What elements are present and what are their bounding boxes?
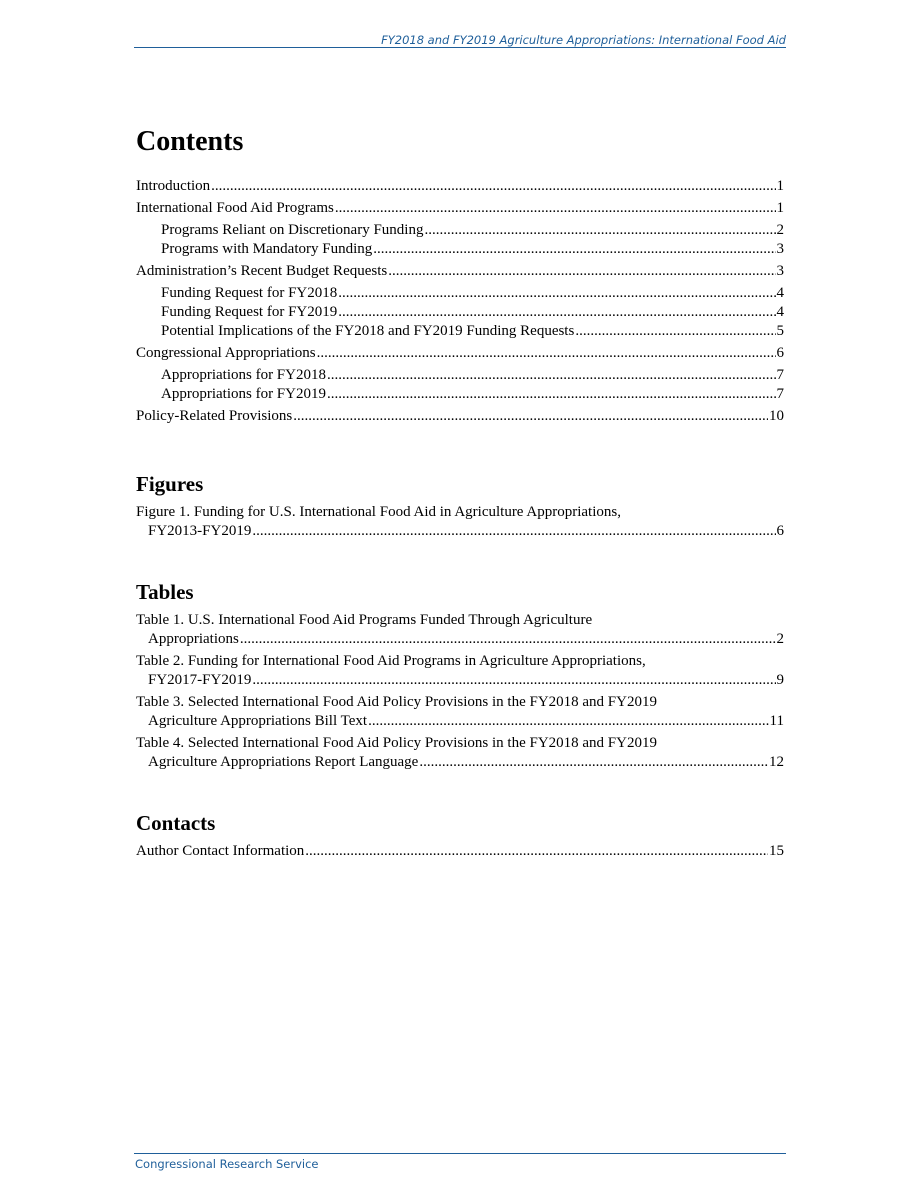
toc-page-number: 2	[776, 631, 784, 647]
entry-title-line: Table 2. Funding for International Food Aid Programs in Agriculture Appropriations,	[136, 653, 646, 669]
toc-entry-label: Programs with Mandatory Funding	[161, 241, 373, 257]
toc-entry-table-1[interactable]	[136, 611, 784, 649]
toc-page-number: 2	[776, 222, 784, 238]
toc-page-number: 4	[776, 285, 784, 301]
dot-leader	[419, 753, 768, 772]
figures-heading: Figures	[136, 472, 204, 496]
figures-list	[136, 503, 784, 541]
toc-entry-appropriations-fy2019[interactable]	[136, 385, 784, 404]
toc-entry-label: Administration’s Recent Budget Requests	[136, 263, 388, 279]
toc-entry-label: Funding Request for FY2018	[161, 285, 338, 301]
toc-page-number: 7	[776, 367, 784, 383]
toc-entry-label: Appropriations for FY2018	[161, 367, 326, 383]
entry-title-line: Table 4. Selected International Food Aid Policy Provisions in the FY2018 and FY2019	[136, 735, 657, 751]
dot-leader	[368, 712, 768, 731]
toc-entry-request-fy2018[interactable]	[136, 284, 784, 303]
contacts-heading: Contacts	[136, 811, 216, 835]
dot-leader	[575, 322, 775, 341]
toc-page-number: 5	[776, 323, 784, 339]
toc-entry-mandatory-funding[interactable]	[136, 240, 784, 259]
dot-leader	[293, 407, 768, 426]
toc-entry-discretionary-funding[interactable]	[136, 221, 784, 240]
toc-entry-international-food-aid-programs[interactable]	[136, 199, 784, 218]
dot-leader	[317, 344, 776, 363]
toc-entry-introduction[interactable]	[136, 177, 784, 196]
toc-page-number: 4	[776, 304, 784, 320]
toc-entry-figure-1[interactable]	[136, 503, 784, 541]
toc-entry-budget-requests[interactable]	[136, 262, 784, 281]
toc-page-number: 6	[776, 523, 784, 539]
toc-entry-policy-related-provisions[interactable]	[136, 407, 784, 426]
toc-entry-appropriations-fy2018[interactable]	[136, 366, 784, 385]
toc-entry-congressional-appropriations[interactable]	[136, 344, 784, 363]
toc-page-number: 12	[769, 754, 784, 770]
toc-entry-author-contact[interactable]	[136, 842, 784, 861]
toc-page-number: 6	[776, 345, 784, 361]
dot-leader	[252, 522, 775, 541]
toc-entry-label: Appropriations for FY2019	[161, 386, 326, 402]
toc-entry-label: Introduction	[136, 178, 211, 194]
dot-leader	[335, 199, 776, 218]
toc-entry-table-3[interactable]	[136, 693, 784, 731]
contacts-list	[136, 842, 784, 861]
toc-entry-potential-implications[interactable]	[136, 322, 784, 341]
entry-title-continuation: Appropriations	[148, 631, 239, 647]
toc-page-number: 11	[769, 713, 784, 729]
running-header	[134, 32, 786, 48]
toc-entry-table-4[interactable]	[136, 734, 784, 772]
toc-entry-label: Funding Request for FY2019	[161, 304, 338, 320]
entry-title-continuation: FY2013-FY2019	[148, 523, 252, 539]
toc-page-number: 1	[776, 200, 784, 216]
dot-leader	[252, 671, 775, 690]
toc-page-number: 3	[776, 263, 784, 279]
footer-source: Congressional Research Service	[135, 1157, 319, 1171]
entry-title-line: Table 3. Selected International Food Aid Policy Provisions in the FY2018 and FY2019	[136, 694, 657, 710]
contents-list	[136, 177, 784, 426]
running-title: FY2018 and FY2019 Agriculture Appropriations: International Food Aid	[381, 33, 786, 47]
dot-leader	[388, 262, 775, 281]
toc-page-number: 9	[776, 672, 784, 688]
toc-entry-label: Potential Implications of the FY2018 and FY2019 Funding Requests	[161, 323, 575, 339]
toc-entry-request-fy2019[interactable]	[136, 303, 784, 322]
dot-leader	[338, 284, 775, 303]
entry-title-continuation: Agriculture Appropriations Bill Text	[148, 713, 368, 729]
running-footer	[134, 1153, 786, 1171]
dot-leader	[327, 385, 776, 404]
dot-leader	[327, 366, 776, 385]
toc-page	[136, 124, 784, 861]
tables-list	[136, 611, 784, 772]
toc-page-number: 10	[769, 408, 784, 424]
toc-entry-label: International Food Aid Programs	[136, 200, 334, 216]
dot-leader	[240, 630, 776, 649]
entry-title-line: Table 1. U.S. International Food Aid Programs Funded Through Agriculture	[136, 612, 593, 628]
entry-title-continuation: Agriculture Appropriations Report Language	[148, 754, 419, 770]
dot-leader	[211, 177, 775, 196]
contents-heading: Contents	[136, 126, 244, 157]
toc-entry-label: Congressional Appropriations	[136, 345, 316, 361]
entry-title-line: Figure 1. Funding for U.S. International Food Aid in Agriculture Appropriations,	[136, 504, 621, 520]
toc-entry-label: Author Contact Information	[136, 843, 305, 859]
dot-leader	[338, 303, 775, 322]
toc-entry-table-2[interactable]	[136, 652, 784, 690]
toc-page-number: 3	[776, 241, 784, 257]
entry-title-continuation: FY2017-FY2019	[148, 672, 252, 688]
tables-heading: Tables	[136, 580, 194, 604]
toc-page-number: 1	[776, 178, 784, 194]
toc-entry-label: Policy-Related Provisions	[136, 408, 293, 424]
dot-leader	[424, 221, 775, 240]
dot-leader	[305, 842, 768, 861]
toc-page-number: 7	[776, 386, 784, 402]
dot-leader	[373, 240, 775, 259]
toc-entry-label: Programs Reliant on Discretionary Funding	[161, 222, 424, 238]
toc-page-number: 15	[769, 843, 784, 859]
